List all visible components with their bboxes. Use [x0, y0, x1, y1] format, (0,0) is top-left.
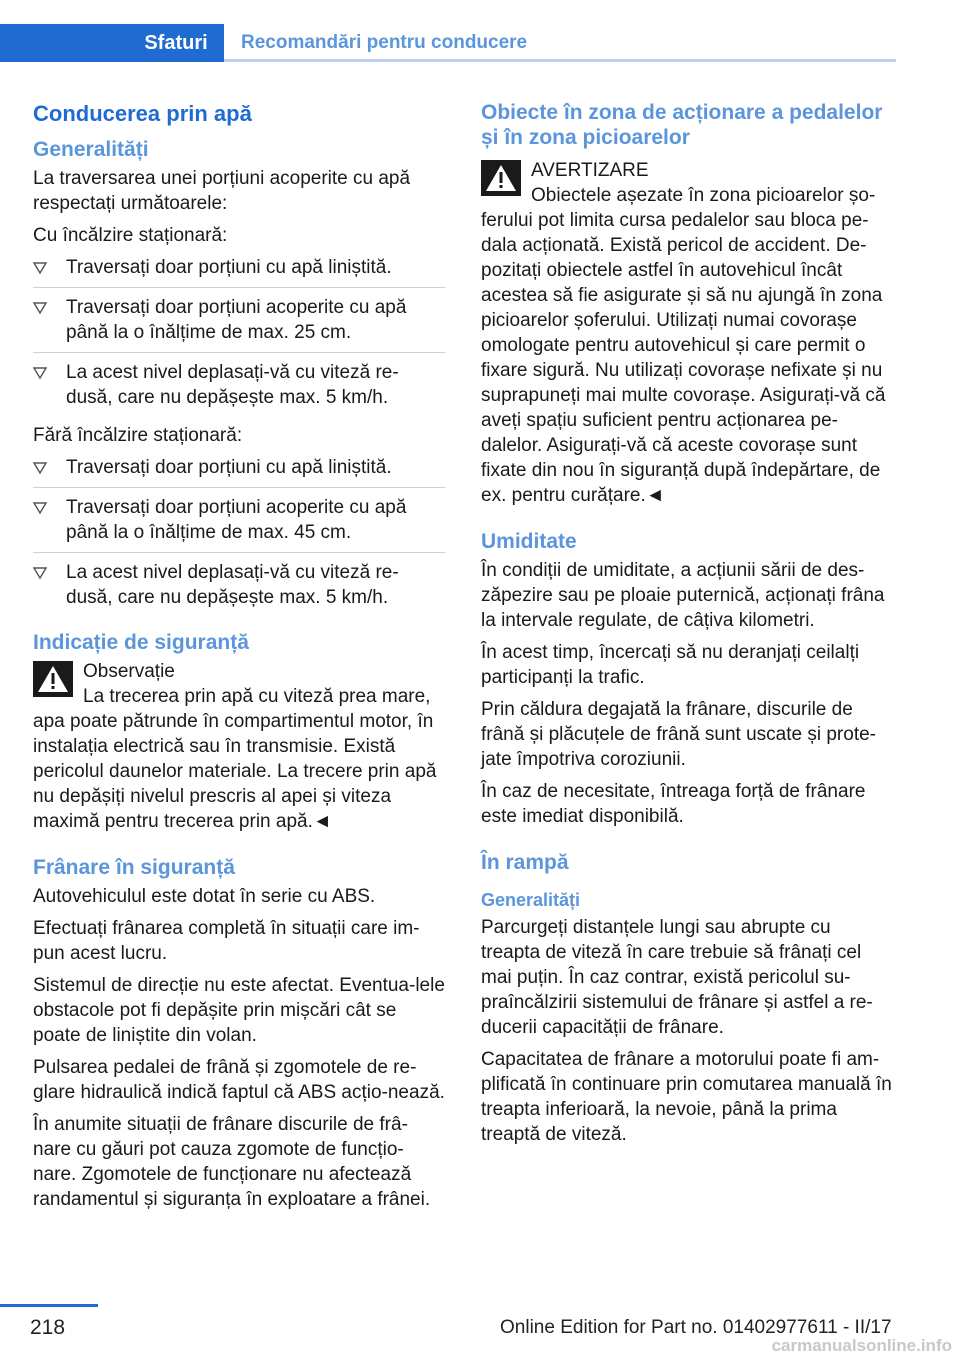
list-item: Traversați doar porțiuni acoperite cu apă până la o înălțime de max. 25 cm.: [33, 295, 445, 353]
heading-braking: Frânare în siguranță: [33, 856, 235, 879]
section-tab[interactable]: Recomandări pentru conducere: [241, 32, 528, 53]
page-number: 218: [30, 1316, 66, 1339]
footer-rule: [0, 1304, 98, 1307]
list-item: La acest nivel deplasați-vă cu viteză re-dusă, care nu depășește max. 5 km/h.: [33, 360, 445, 417]
without-heat-list: [33, 455, 445, 617]
heading-ramp-general: Generalități: [481, 890, 581, 910]
triangle-bullet-icon: [33, 566, 47, 580]
humidity-paragraph: În caz de necesitate, întreaga forță de frânare este imediat disponibilă.: [481, 781, 866, 827]
triangle-bullet-icon: [33, 366, 47, 380]
with-heat-list: [33, 255, 445, 417]
heading-general: Generalități: [33, 138, 149, 161]
warning-body: ferului pot limita cursa pedalelor sau bloca pe-dala acționată. Există pericol de accident. De-pozitați obiectele astfel în autovehicul încât acestea să fie asigurate și să nu ajungă în zona picioarelor șoferului. Utilizați numai covorașe omologate pentru autovehicul și care permit o fixare sigură. Nu utilizați covorașe nefixate și nu suprapuneți mai multe covorașe. Asigurați-vă că aveți spațiu suficient pentru acționarea pe-dalelor. Asigurați-vă că aceste covorașe sunt fixate din nou în siguranță după îndepărtare, de ex. pentru curățare.◄: [481, 210, 886, 506]
notice-body: apa poate pătrunde în compartimentul motor, în instalația electrică sau în transmisie. Există pericolul daunelor materiale. La trecere prin apă nu depășiți nivelul prescris al apei și viteza maximă pentru trecerea prin apă.◄: [33, 711, 437, 832]
intro-paragraph: La traversarea unei porțiuni acoperite cu apă respectați următoarele:: [33, 168, 411, 214]
list-item: Traversați doar porțiuni cu apă liniștită.: [33, 255, 445, 288]
watermark: carmanualsonline.info: [771, 1336, 952, 1355]
edition-note: Online Edition for Part no. 01402977611 - II/17: [500, 1317, 892, 1338]
heading-pedal-objects: Obiecte în zona de acționare a pedalelor și în zona picioarelor: [481, 101, 883, 149]
braking-paragraph: Autovehiculul este dotat în serie cu ABS.: [33, 886, 376, 907]
warning-triangle-icon: [33, 661, 73, 697]
triangle-bullet-icon: [33, 461, 47, 475]
braking-paragraph: În anumite situații de frânare discurile de frâ-nare cu găuri pot cauza zgomote de funcțio-nare. Zgomotele de funcționare nu afectează randamentul și siguranța în exploatare a frânei.: [33, 1114, 431, 1210]
notice-first-line: La trecerea prin apă cu viteză prea mare,: [83, 686, 431, 707]
triangle-bullet-icon: [33, 301, 47, 315]
braking-paragraph: Pulsarea pedalei de frână și zgomotele de re-glare hidraulică indică faptul că ABS acțio-nează.: [33, 1057, 445, 1103]
ramp-paragraph: Capacitatea de frânare a motorului poate fi am-plificată în continuare prin comutarea manuală în treapta inferioară, la nevoie, până la prima treaptă de viteză.: [481, 1049, 892, 1145]
without-heat-label: Fără încălzire staționară:: [33, 425, 243, 446]
heading-safety: Indicație de siguranță: [33, 631, 249, 654]
right-column: [481, 100, 893, 1154]
warning-triangle-icon: [481, 160, 521, 196]
triangle-bullet-icon: [33, 501, 47, 515]
left-column: [33, 100, 445, 1219]
with-heat-label: Cu încălzire staționară:: [33, 225, 228, 246]
warning-title: AVERTIZARE: [531, 160, 649, 181]
section-title-water: Conducerea prin apă: [33, 101, 252, 126]
chapter-tab[interactable]: Sfaturi: [144, 32, 208, 54]
triangle-bullet-icon: [33, 261, 47, 275]
page-header: [0, 24, 896, 62]
notice-title: Observație: [83, 661, 175, 682]
header-rule: [224, 59, 896, 62]
list-item: La acest nivel deplasați-vă cu viteză re-dusă, care nu depășește max. 5 km/h.: [33, 560, 445, 617]
warning-first-line: Obiectele așezate în zona picioarelor șo-: [531, 185, 876, 206]
list-item: Traversați doar porțiuni acoperite cu apă până la o înălțime de max. 45 cm.: [33, 495, 445, 553]
humidity-paragraph: În condiții de umiditate, a acțiunii sării de des-zăpezire sau pe ploaie puternică, acționați frâna la intervale regulate, de câțiva kilometri.: [481, 560, 885, 631]
heading-ramp: În rampă: [481, 851, 569, 874]
list-item: Traversați doar porțiuni cu apă liniștită.: [33, 455, 445, 488]
heading-humidity: Umiditate: [481, 530, 577, 553]
warning-box: [481, 158, 893, 508]
humidity-paragraph: În acest timp, încercați să nu deranjați ceilalți participanți la trafic.: [481, 642, 860, 688]
ramp-paragraph: Parcurgeți distanțele lungi sau abrupte cu treapta de viteză în care trebuie să frânați cel mai puțin. În caz contrar, există pericolul su-praîncălzirii sistemului de frânare și astfel a re-ducerii capacității de frânare.: [481, 917, 873, 1038]
notice-box: [33, 659, 445, 834]
braking-paragraph: Efectuați frânarea completă în situații care im-pun acest lucru.: [33, 918, 420, 964]
braking-paragraph: Sistemul de direcție nu este afectat. Eventua-lele obstacole pot fi depășite prin mișcări cât se poate de liniștite din volan.: [33, 975, 445, 1046]
humidity-paragraph: Prin căldura degajată la frânare, discurile de frână și plăcuțele de frână sunt uscate și prote-jate împotriva coroziunii.: [481, 699, 877, 770]
